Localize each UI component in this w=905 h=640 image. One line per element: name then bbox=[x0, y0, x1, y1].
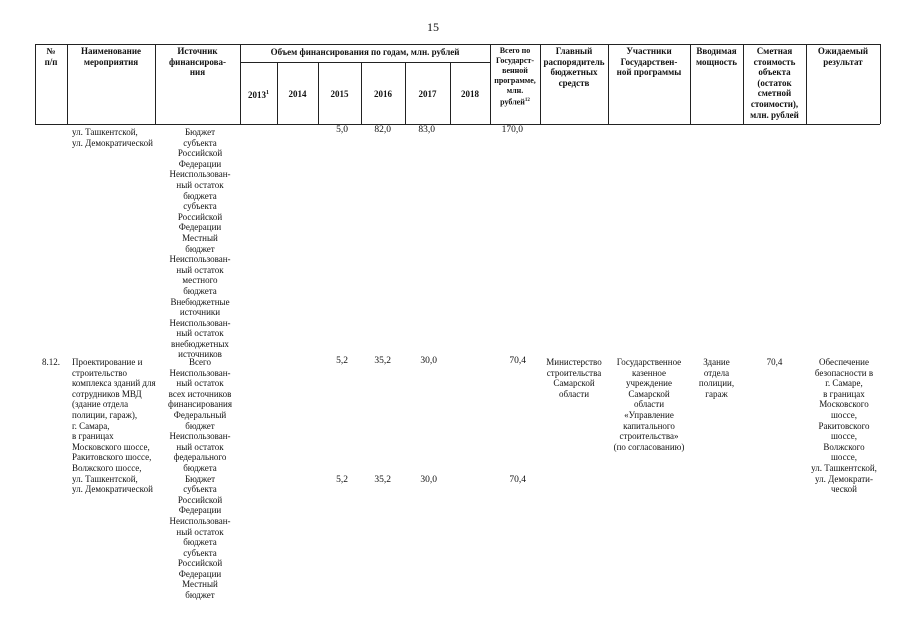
row-812-source-line: Федерации bbox=[178, 568, 222, 579]
row-812-source-line: субъекта bbox=[183, 484, 217, 495]
row-812-manager-line: области bbox=[558, 388, 590, 399]
header-result-line: результат bbox=[823, 56, 863, 67]
row-812-total-total: 70,4 bbox=[509, 356, 526, 366]
row-a-source-line: субъекта bbox=[183, 137, 217, 148]
row-a-source-line: ный остаток bbox=[176, 328, 224, 339]
header-num bbox=[35, 46, 67, 67]
row-a-source-line: Российской bbox=[177, 148, 223, 159]
row-812-source-line: бюджета bbox=[183, 462, 217, 473]
header-year-2013 bbox=[240, 88, 277, 101]
row-812-participants-line: учреждение bbox=[626, 378, 672, 389]
row-812-estimate: 70,4 bbox=[766, 357, 783, 367]
header-manager-line: распорядитель bbox=[543, 56, 605, 67]
header-source-line: Источник bbox=[177, 46, 218, 56]
row-812-name-line: ул. Ташкентской, bbox=[72, 473, 138, 484]
header-estimate-line: сметной bbox=[757, 88, 792, 99]
header-source bbox=[155, 46, 240, 78]
row-812-result-line: шоссе, bbox=[831, 452, 857, 463]
row-812-source-line: Неиспользован- bbox=[169, 515, 231, 526]
header-participants-line: Государствен- bbox=[620, 56, 678, 67]
row-a-name bbox=[72, 127, 162, 148]
row-812-result-line: шоссе, bbox=[831, 431, 857, 442]
row-812-result-line: ул. Демократи- bbox=[815, 473, 873, 484]
row-a-source-line: ный остаток bbox=[176, 264, 224, 275]
row-a-name-line: ул. Ташкентской, bbox=[72, 127, 138, 137]
row-812-result-line: Волжского bbox=[823, 441, 865, 452]
header-year-2017: 2017 bbox=[418, 89, 437, 99]
row-812-result-line: ул. Ташкентской, bbox=[811, 462, 877, 473]
header-result bbox=[806, 46, 880, 67]
row-a-source-line: Федерации bbox=[178, 158, 222, 169]
header-capacity bbox=[690, 46, 743, 67]
row-812-capacity-line: полиции, bbox=[698, 378, 735, 389]
header-estimate-line: млн. рублей bbox=[750, 109, 799, 120]
row-a-source-line: местного bbox=[182, 275, 218, 286]
header-source-line: финансирова- bbox=[168, 56, 227, 67]
row-812-name-line: Московского шоссе, bbox=[72, 441, 150, 452]
row-812-source-line: Местный bbox=[182, 579, 218, 590]
row-812-result-line: Ракитовского bbox=[818, 420, 870, 431]
header-num-line: п/п bbox=[44, 56, 58, 67]
header-total-line: венной bbox=[502, 66, 528, 75]
row-a-source-line: субъекта bbox=[183, 201, 217, 212]
row-812-source-line: ный остаток bbox=[176, 378, 224, 389]
row-a-source-line: Внебюджетные bbox=[170, 296, 230, 307]
header-name bbox=[67, 46, 155, 67]
header-total-footnote: 12 bbox=[524, 98, 530, 103]
header-capacity-line: Вводимая bbox=[696, 46, 737, 56]
row-812-source-line: финансирования bbox=[168, 399, 232, 410]
row-812-source-line: бюджет bbox=[185, 590, 215, 601]
header-total-line: Всего по bbox=[499, 46, 531, 55]
row-812-num: 8.12. bbox=[42, 357, 60, 367]
row-812-result-line: в границах bbox=[823, 388, 865, 399]
header-total-unit: рублей bbox=[500, 97, 525, 107]
row-a-sources bbox=[165, 127, 235, 360]
header-result-line: Ожидаемый bbox=[817, 46, 869, 56]
row-812-subject-2017: 30,0 bbox=[420, 475, 437, 485]
row-812-source-line: бюджета bbox=[183, 537, 217, 548]
row-812-name-line: г. Самара, bbox=[72, 420, 110, 431]
row-a-2015: 5,0 bbox=[336, 125, 348, 135]
header-estimate bbox=[743, 46, 806, 120]
row-812-result-line: шоссе, bbox=[831, 409, 857, 420]
header-participants-line: ной программы bbox=[616, 67, 682, 78]
row-812-total-2016: 35,2 bbox=[374, 356, 391, 366]
header-volume-title: Объем финансирования по годам, млн. рублей bbox=[270, 47, 460, 57]
header-manager-line: средств bbox=[558, 77, 590, 88]
row-a-2017: 83,0 bbox=[418, 125, 435, 135]
row-812-participants-line: казенное bbox=[631, 367, 667, 378]
row-812-capacity-line: отдела bbox=[703, 367, 730, 378]
row-812-source-line: ный остаток bbox=[176, 526, 224, 537]
row-812-result-line: безопасности в bbox=[814, 367, 874, 378]
row-a-source-line: внебюджетных bbox=[171, 338, 229, 349]
header-manager-line: бюджетных bbox=[550, 67, 598, 78]
header-total-line: программе, bbox=[494, 76, 536, 85]
row-a-source-line: Федерации bbox=[178, 222, 222, 233]
row-812-sources bbox=[165, 357, 235, 601]
row-812-name-line: Ракитовского шоссе, bbox=[72, 452, 152, 463]
row-812-name-line: Волжского шоссе, bbox=[72, 462, 142, 473]
row-812-subject-total: 70,4 bbox=[509, 475, 526, 485]
header-estimate-line: объекта bbox=[758, 67, 791, 78]
row-812-source-line: Российской bbox=[177, 494, 223, 505]
row-a-source-line: источники bbox=[179, 307, 221, 318]
row-812-participants-line: Самарской bbox=[628, 388, 670, 399]
row-a-source-line: Бюджет bbox=[184, 127, 216, 137]
row-a-source-line: Неиспользован- bbox=[169, 254, 231, 265]
row-a-name-line: ул. Демократической bbox=[72, 137, 153, 148]
row-812-result bbox=[806, 357, 882, 495]
row-a-total: 170,0 bbox=[501, 125, 523, 135]
row-a-2016: 82,0 bbox=[374, 125, 391, 135]
header-estimate-line: (остаток bbox=[757, 77, 792, 88]
row-812-result-line: г. Самаре, bbox=[825, 378, 863, 389]
row-a-source-line: Российской bbox=[177, 211, 223, 222]
row-812-total-2015: 5,2 bbox=[336, 356, 348, 366]
row-a-source-line: бюджета bbox=[183, 285, 217, 296]
row-812-source-line: ный остаток bbox=[176, 441, 224, 452]
row-812-name-line: ул. Демократической bbox=[72, 484, 153, 495]
row-a-source-line: бюджет bbox=[185, 243, 215, 254]
row-812-manager-line: Министерство bbox=[546, 357, 602, 367]
row-a-source-line: Неиспользован- bbox=[169, 169, 231, 180]
row-812-result-line: Обеспечение bbox=[819, 357, 869, 367]
year-2013-label: 2013 bbox=[248, 90, 266, 100]
header-estimate-line: стоимости), bbox=[750, 98, 799, 109]
row-812-subject-2016: 35,2 bbox=[374, 475, 391, 485]
year-2013-footnote: 1 bbox=[266, 90, 269, 96]
header-estimate-line: стоимость bbox=[753, 56, 796, 67]
row-812-name-line: строительство bbox=[72, 367, 127, 378]
header-year-2016: 2016 bbox=[374, 89, 392, 99]
header-total-line: млн. bbox=[506, 86, 524, 95]
row-812-participants-line: области bbox=[633, 399, 665, 410]
row-812-manager-line: Самарской bbox=[553, 378, 595, 389]
row-812-capacity-line: гараж bbox=[705, 388, 728, 399]
row-a-source-line: ный остаток bbox=[176, 179, 224, 190]
row-812-name-line: в границах bbox=[72, 431, 114, 442]
row-812-source-line: Неиспользован- bbox=[169, 367, 231, 378]
row-812-name-line: Проектирование и bbox=[72, 357, 143, 367]
header-total bbox=[490, 46, 540, 108]
row-a-source-line: Неиспользован- bbox=[169, 317, 231, 328]
header-name-line: мероприятия bbox=[83, 56, 139, 67]
header-year-2015: 2015 bbox=[330, 89, 349, 99]
row-812-name-line: сотрудников МВД bbox=[72, 388, 142, 399]
row-812-name-line: комплекса зданий для bbox=[72, 378, 156, 389]
page-number: 15 bbox=[427, 20, 439, 34]
row-812-source-line: Федеральный bbox=[173, 409, 227, 420]
header-total-line: Государст- bbox=[496, 56, 534, 65]
header-participants bbox=[608, 46, 690, 78]
header-manager bbox=[540, 46, 608, 88]
row-812-capacity-line: Здание bbox=[703, 357, 730, 367]
header-participants-line: Участники bbox=[626, 46, 672, 56]
row-812-result-line: ческой bbox=[831, 484, 857, 495]
header-year-2014: 2014 bbox=[288, 89, 307, 99]
row-a-source-line: бюджета bbox=[183, 190, 217, 201]
row-812-name bbox=[72, 357, 162, 495]
header-estimate-line: Сметная bbox=[756, 46, 793, 56]
row-812-source-line: федерального bbox=[173, 452, 227, 463]
row-a-source-line: источников bbox=[178, 349, 222, 360]
row-812-source-line: Российской bbox=[177, 558, 223, 569]
row-812-participants-line: (по согласованию) bbox=[613, 441, 685, 452]
row-812-capacity bbox=[690, 357, 743, 399]
row-812-source-line: субъекта bbox=[183, 547, 217, 558]
row-812-source-line: бюджет bbox=[185, 420, 215, 431]
row-812-name-line: полиции, гараж), bbox=[72, 409, 138, 420]
header-num-line: № bbox=[46, 46, 56, 56]
row-812-source-line: Бюджет bbox=[184, 473, 216, 484]
header-total-line bbox=[490, 96, 540, 108]
row-812-manager-line: строительства bbox=[546, 367, 602, 378]
row-812-source-line: Федерации bbox=[178, 505, 222, 516]
row-812-source-line: Всего bbox=[188, 357, 212, 367]
header-name-line: Наименование bbox=[81, 46, 141, 56]
row-812-participants-line: Государственное bbox=[616, 357, 682, 367]
row-812-source-line: Неиспользован- bbox=[169, 431, 231, 442]
row-812-participants bbox=[608, 357, 690, 452]
header-manager-line: Главный bbox=[555, 46, 593, 56]
row-812-source-line: всех источников bbox=[168, 388, 232, 399]
header-capacity-line: мощность bbox=[696, 56, 737, 67]
row-812-participants-line: строительства» bbox=[619, 431, 679, 442]
header-source-line: ния bbox=[189, 67, 206, 78]
row-812-manager bbox=[540, 357, 608, 399]
row-812-participants-line: капитального bbox=[623, 420, 675, 431]
row-a-source-line: Местный bbox=[182, 232, 218, 243]
row-812-name-line: (здание отдела bbox=[72, 399, 129, 410]
row-812-result-line: Московского bbox=[819, 399, 869, 410]
row-812-total-2017: 30,0 bbox=[420, 356, 437, 366]
header-year-2018: 2018 bbox=[461, 89, 479, 99]
row-812-participants-line: «Управление bbox=[624, 409, 674, 420]
row-812-subject-2015: 5,2 bbox=[336, 475, 348, 485]
